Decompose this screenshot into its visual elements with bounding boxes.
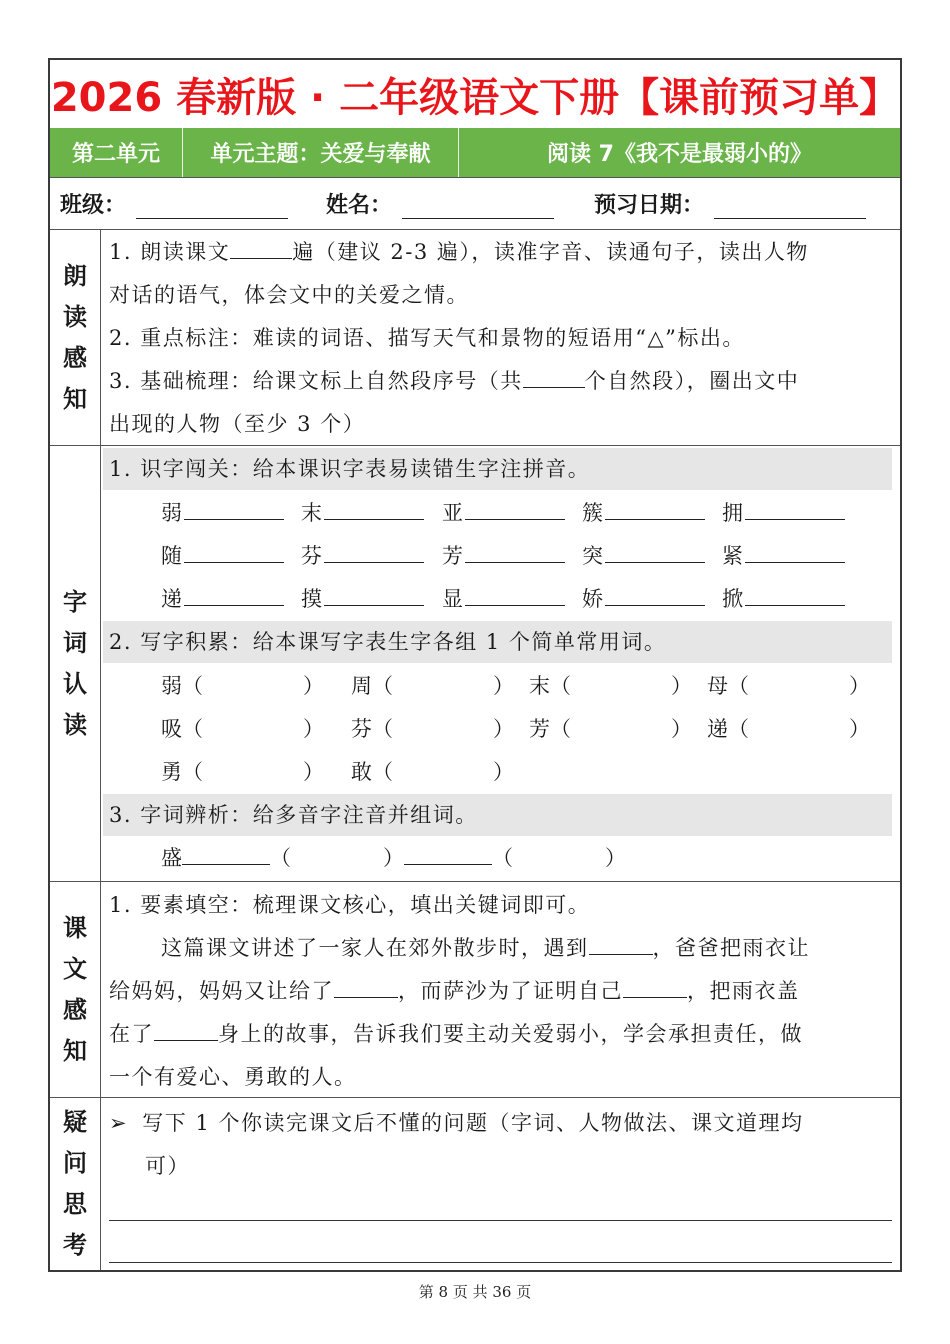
date-field[interactable] [594, 188, 866, 219]
pinyin-item[interactable]: 弱 [161, 492, 284, 534]
words-task-1: 1. 识字闯关：给本课识字表易读错生字注拼音。 [109, 457, 591, 481]
question-line-1: ➢ 写下 1 个你读完课文后不懂的问题（字词、人物做法、课文道理均 [109, 1111, 804, 1135]
word-item[interactable]: 母（ ） [707, 674, 870, 698]
reading-item-3-cont: 出现的人物（至少 3 个） [109, 412, 366, 436]
summary-line-2: 给妈妈，妈妈又让给了 ，而萨沙为了证明自己 ，把雨衣盖 [109, 979, 800, 1003]
unit-name: 第二单元 [50, 128, 183, 177]
pinyin-item[interactable]: 芬 [301, 535, 424, 577]
pinyin-item[interactable]: 掀 [722, 578, 845, 620]
reading-section-label: 朗 读 感 知 [50, 230, 101, 445]
page-footer: 第 8 页 共 36 页 [418, 1283, 532, 1301]
pinyin-item[interactable]: 紧 [722, 535, 845, 577]
pinyin-item[interactable]: 芳 [442, 535, 565, 577]
fill-blank-4[interactable] [154, 1022, 218, 1041]
word-item[interactable]: 弱（ ） [161, 674, 324, 698]
pinyin-item[interactable]: 亚 [442, 492, 565, 534]
arrow-bullet-icon: ➢ [109, 1111, 129, 1135]
word-item[interactable]: 吸（ ） [161, 717, 324, 741]
class-blank[interactable] [136, 196, 288, 219]
reading-item-3: 3. 基础梳理：给课文标上自然段序号（共 个自然段），圈出文中 [109, 369, 800, 393]
name-blank[interactable] [402, 196, 554, 219]
page-title: 2026 春新版 · 二年级语文下册【课前预习单】 [50, 60, 900, 129]
pinyin-item[interactable]: 末 [301, 492, 424, 534]
summary-line-4: 一个有爱心、勇敢的人。 [109, 1065, 357, 1089]
pinyin-item[interactable]: 递 [161, 578, 284, 620]
words-section-label: 字 词 认 读 [50, 446, 101, 881]
date-label: 预习日期： [594, 193, 705, 218]
words-task-3: 3. 字词辨析：给多音字注音并组词。 [109, 803, 478, 827]
paragraph-count-blank[interactable] [523, 369, 585, 388]
pinyin-item[interactable]: 拥 [722, 492, 845, 534]
word-item[interactable]: 周（ ） [351, 674, 514, 698]
read-times-blank[interactable] [230, 240, 292, 259]
answer-line-2[interactable] [109, 1262, 892, 1263]
pinyin-item[interactable]: 娇 [582, 578, 705, 620]
fill-blank-2[interactable] [334, 979, 398, 998]
student-info-row [50, 178, 900, 230]
fill-blank-3[interactable] [623, 979, 687, 998]
words-section-body [109, 446, 892, 881]
polyphone-pinyin-2[interactable] [404, 846, 492, 865]
word-item[interactable]: 芬（ ） [351, 717, 514, 741]
lesson-title: 阅读 7《我不是最弱小的》 [547, 142, 812, 167]
reading-section [50, 230, 900, 446]
unit-theme: 单元主题：关爱与奉献 [183, 128, 459, 177]
words-section [50, 446, 900, 882]
words-task-2: 2. 写字积累：给本课写字表生字各组 1 个简单常用词。 [109, 630, 667, 654]
summary-line-3: 在了 身上的故事，告诉我们要主动关爱弱小，学会承担责任，做 [109, 1022, 803, 1046]
worksheet [48, 58, 902, 1272]
question-section [50, 1098, 900, 1270]
pinyin-item[interactable]: 随 [161, 535, 284, 577]
class-field[interactable] [60, 188, 288, 219]
summary-line-1: 这篇课文讲述了一家人在郊外散步时，遇到 ，爸爸把雨衣让 [161, 936, 810, 960]
polyphone-pinyin-1[interactable] [182, 846, 270, 865]
pinyin-item[interactable]: 显 [442, 578, 565, 620]
word-item[interactable]: 勇（ ） [161, 760, 324, 784]
date-blank[interactable] [714, 196, 866, 219]
word-item[interactable]: 末（ ） [529, 674, 692, 698]
reading-item-2: 2. 重点标注：难读的词语、描写天气和景物的短语用“△”标出。 [109, 326, 745, 350]
reading-item-1-cont: 对话的语气，体会文中的关爱之情。 [109, 283, 469, 307]
fill-blank-1[interactable] [589, 936, 653, 955]
pinyin-item[interactable]: 摸 [301, 578, 424, 620]
word-item[interactable]: 递（ ） [707, 717, 870, 741]
reading-section-body [109, 230, 892, 445]
word-item[interactable]: 芳（ ） [529, 717, 692, 741]
class-label: 班级： [60, 193, 127, 218]
text-section [50, 882, 900, 1098]
name-label: 姓名： [326, 193, 393, 218]
answer-line-1[interactable] [109, 1220, 892, 1221]
text-task: 1. 要素填空：梳理课文核心，填出关键词即可。 [109, 893, 591, 917]
unit-header-row [50, 128, 900, 178]
question-section-label: 疑 问 思 考 [50, 1098, 101, 1270]
pinyin-item[interactable]: 突 [582, 535, 705, 577]
question-section-body [109, 1098, 892, 1270]
polyphone-item[interactable]: 盛 （ ） （ ） [161, 846, 626, 870]
text-section-label: 课 文 感 知 [50, 882, 101, 1097]
reading-item-1: 1. 朗读课文 遍（建议 2-3 遍），读准字音、读通句子，读出人物 [109, 240, 809, 264]
text-section-body [109, 882, 892, 1097]
pinyin-item[interactable]: 簇 [582, 492, 705, 534]
name-field[interactable] [326, 188, 554, 219]
question-line-2: 可） [145, 1154, 190, 1178]
word-item[interactable]: 敢（ ） [351, 760, 514, 784]
